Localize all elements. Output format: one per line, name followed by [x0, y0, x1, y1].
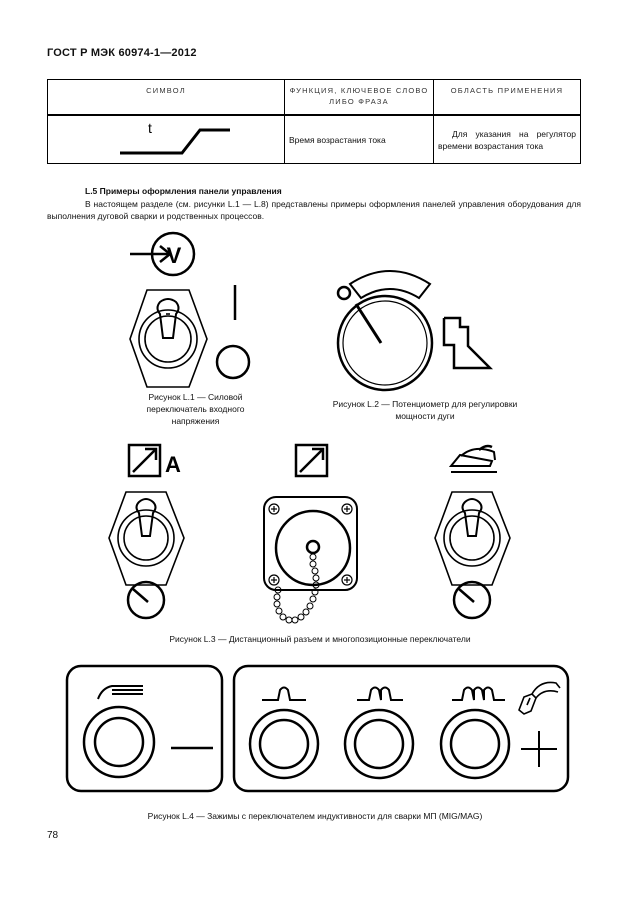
- figure-l2: [338, 271, 490, 390]
- drooping-characteristic-icon: [444, 318, 490, 368]
- torch-terminal-icon: [84, 707, 154, 777]
- off-symbol-icon: [217, 346, 249, 378]
- remote-connector-socket-icon: [264, 497, 357, 590]
- application-cell: Для указания на регулятор времени возрастания тока: [434, 115, 581, 164]
- min-dot-icon: [338, 287, 350, 299]
- function-cell: Время возрастания тока: [285, 115, 434, 164]
- header-symbol: СИМВОЛ: [48, 80, 285, 116]
- figure-l4: [67, 666, 568, 791]
- voltage-input-icon: [130, 233, 194, 275]
- inductance-medium-icon: [357, 688, 403, 701]
- welding-torch-icon: [98, 686, 143, 699]
- figure-l3-caption: Рисунок L.3 — Дистанционный разъем и многопозиционные переключатели: [169, 634, 471, 644]
- figure-l1-caption: Рисунок L.1 — Силовой переключатель входного напряжения: [146, 392, 245, 426]
- figure-l3: [109, 445, 510, 623]
- remote-control-icon: [296, 445, 327, 476]
- workpiece-clamp-icon: [519, 682, 560, 714]
- inductance-medium-terminal-icon: [345, 710, 413, 778]
- potentiometer-pointer-icon: [356, 304, 381, 343]
- right-terminal-panel: [234, 666, 568, 791]
- figure-l2-caption: Рисунок L.2 — Потенциометр для регулировки мощности дуги: [332, 399, 518, 421]
- left-terminal-panel: [67, 666, 222, 791]
- section-title: L.5 Примеры оформления панели управления: [85, 186, 282, 196]
- symbol-letter: t: [148, 120, 152, 136]
- toggle-switch-icon: [130, 290, 207, 387]
- potentiometer-knob-icon: [338, 296, 432, 390]
- inductance-low-icon: [262, 688, 306, 701]
- inductance-low-terminal-icon: [250, 710, 318, 778]
- current-letter: A: [165, 452, 181, 477]
- header-function: ФУНКЦИЯ, КЛЮЧЕВОЕ СЛОВО ЛИБО ФРАЗА: [285, 80, 434, 116]
- header-application: ОБЛАСТЬ ПРИМЕНЕНИЯ: [434, 80, 581, 116]
- foot-pedal-icon: [451, 446, 497, 472]
- page-number: 78: [47, 830, 59, 841]
- remote-current-icon: [129, 445, 181, 477]
- arc-power-scale-icon: [350, 271, 430, 298]
- right-selector-switch-icon: [435, 492, 510, 585]
- inductance-high-terminal-icon: [441, 710, 509, 778]
- voltage-letter: V: [166, 243, 182, 268]
- inductance-high-icon: [452, 688, 505, 701]
- section-paragraph: В настоящем разделе (см. рисунки L.1 — L.8) представлены примеры оформления панелей управления оборудования для выполнения дуговой сварки и родственных процессов.: [47, 199, 581, 221]
- positive-sign-icon: [521, 731, 557, 767]
- left-selector-switch-icon: [109, 492, 184, 585]
- document-header: ГОСТ Р МЭК 60974-1—2012: [47, 47, 197, 59]
- figure-l4-caption: Рисунок L.4 — Зажимы с переключателем индуктивности для сварки МП (MIG/MAG): [147, 811, 483, 821]
- figure-l1: [130, 233, 249, 387]
